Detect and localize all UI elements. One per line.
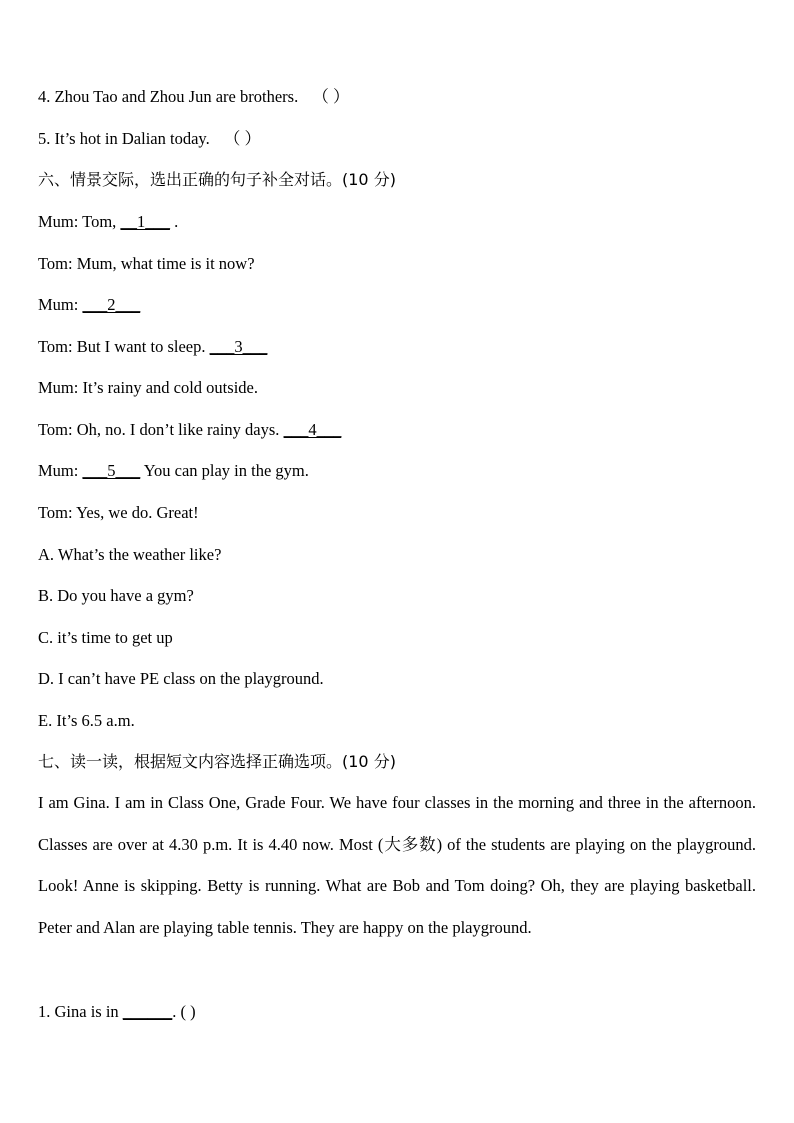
dialogue-text: Tom: But I want to sleep. [38,337,210,356]
reading-question-1 [38,1001,196,1023]
answer-blank: __1___ [120,212,170,231]
dialogue-line [38,419,341,441]
option-e: E. It’s 6.5 a.m. [38,711,135,730]
dialogue-text: Tom: Mum, what time is it now? [38,254,255,273]
dialogue-text: Tom: Yes, we do. Great! [38,503,199,522]
dialogue-text: Tom: Oh, no. I don’t like rainy days. [38,420,284,439]
dialogue-line [38,253,255,275]
dialogue-text: You can play in the gym. [140,461,309,480]
question-4 [38,86,349,108]
dialogue-line [38,211,178,233]
question-text: 1. Gina is in [38,1002,123,1021]
dialogue-line [38,377,258,399]
answer-blank: ___5___ [82,461,141,480]
answer-blank: ___3___ [209,337,268,356]
dialogue-line [38,502,199,524]
section-7-heading: 七、读一读，根据短文内容选择正确选项。(10 分) [38,752,396,771]
answer-blank: ___4___ [283,420,342,439]
dialogue-text: Mum: Tom, [38,212,121,231]
dialogue-text: Mum: [38,295,83,314]
answer-paren: （ ） [312,87,350,106]
answer-paren: （ ） [223,129,261,148]
question-4-text: 4. Zhou Tao and Zhou Jun are brothers. [38,87,299,106]
dialogue-text: Mum: It’s rainy and cold outside. [38,378,258,397]
option-c: C. it’s time to get up [38,628,173,647]
option-a: A. What’s the weather like? [38,545,222,564]
answer-blank: ___2___ [82,295,141,314]
dialogue-text: Mum: [38,461,83,480]
answer-paren: . ( ) [172,1002,196,1021]
dialogue-line [38,460,309,482]
option-d: D. I can’t have PE class on the playground. [38,669,324,688]
dialogue-line [38,294,140,316]
question-5 [38,128,261,150]
dialogue-line [38,336,267,358]
option-b: B. Do you have a gym? [38,586,194,605]
reading-passage: I am Gina. I am in Class One, Grade Four. We have four classes in the morning and three in the afternoon. Classes are over at 4.30 p.m. It is 4.40 now. Most (大多数) of the students are playing on the playground. Look! Anne is skipping. Betty is running. What are Bob and Tom doing? Oh, they are playing basketball. Peter and Alan are playing table tennis. They are happy on the playground. [38,793,756,937]
answer-blank: ______ [122,1002,173,1021]
question-5-text: 5. It’s hot in Dalian today. [38,129,210,148]
section-6-heading: 六、情景交际，选出正确的句子补全对话。(10 分) [38,170,396,189]
dialogue-text: . [169,212,179,231]
